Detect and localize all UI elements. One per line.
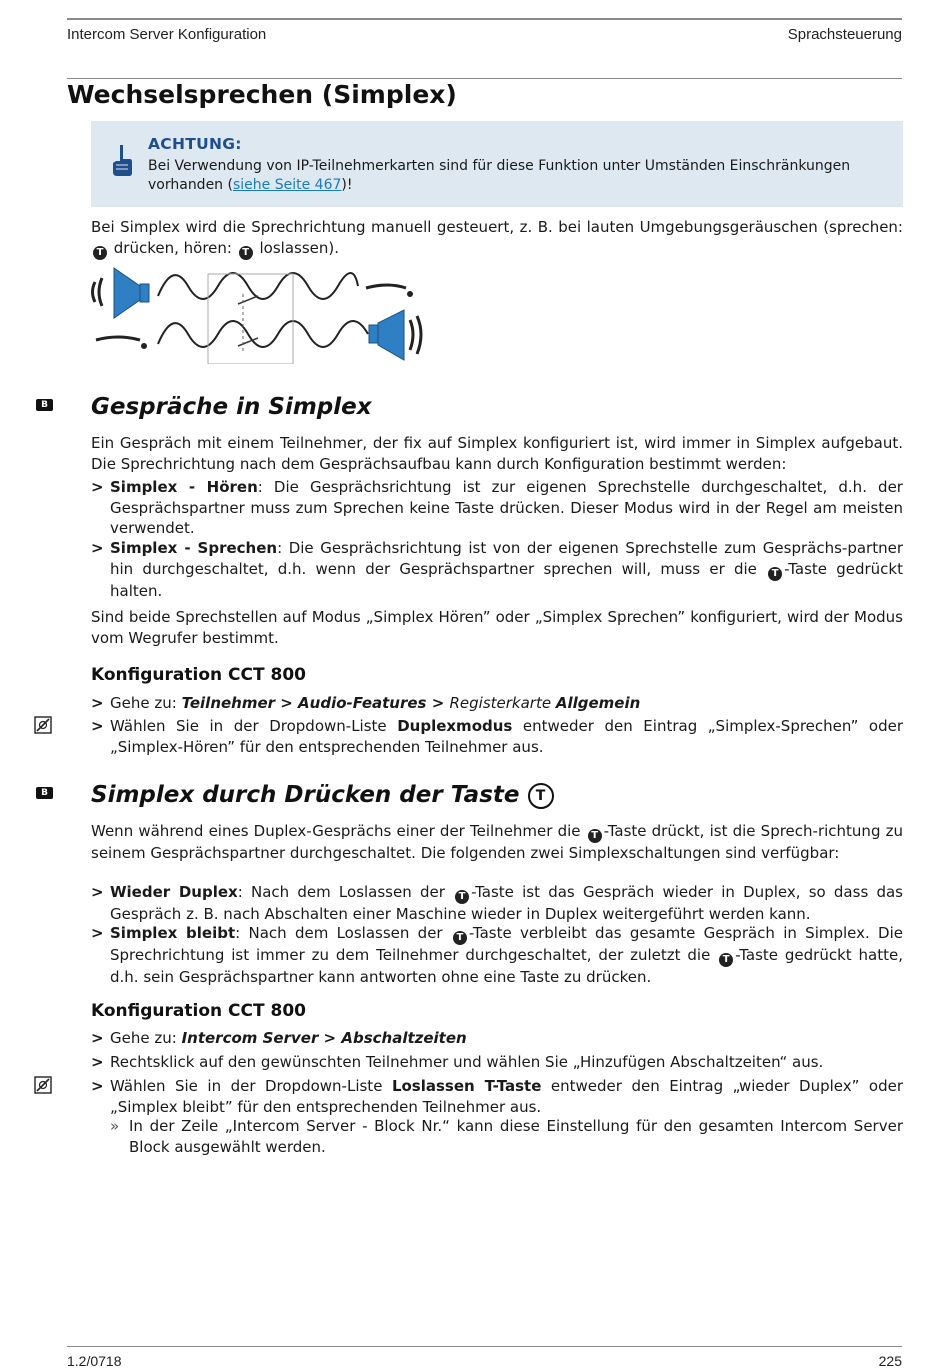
t-key-icon: T [93, 246, 107, 260]
edit-icon [34, 1076, 52, 1094]
loudspeaker-icon [369, 310, 421, 360]
sub-step-item: » In der Zeile „Intercom Server - Block Nr.“ kann diese Einstellung für den gesamten Intercom Server Block ausgewählt werden. [110, 1117, 903, 1156]
section-paragraph: Wenn während eines Duplex-Gesprächs einer der Teilnehmer die T -Taste drückt, ist die Sprech-richtung zu seinem Gesprächspartner durchgeschaltet. Die folgenden zwei Simplexschaltungen sind verfügbar: [91, 822, 903, 862]
page-title: Wechselsprechen (Simplex) [67, 80, 457, 109]
t-key-icon: T [768, 567, 782, 581]
t-key-icon: T [453, 931, 467, 945]
edit-icon [34, 716, 52, 734]
step-item: > Gehe zu: Intercom Server > Abschaltzeiten [91, 1029, 467, 1047]
step-item: > Rechtsklick auf den gewünschten Teilnehmer und wählen Sie „Hinzufügen Abschaltzeiten“ aus. [91, 1053, 824, 1071]
list-item: > Wieder Duplex: Nach dem Loslassen der T -Taste ist das Gespräch wieder in Duplex, so dass das Gespräch z. B. nach Abschalten einer Maschine wieder in Duplex weitergeführt werden kann. [91, 883, 903, 923]
version-label: 1.2/0718 [67, 1353, 122, 1369]
pointing-hand-icon [111, 143, 133, 177]
microphone-icon [366, 285, 413, 297]
page-link[interactable]: siehe Seite 467 [232, 177, 342, 193]
list-item: > Simplex - Sprechen: Die Gesprächsrichtung ist von der eigenen Sprechstelle zum Gesprächs-partner hin durchgeschaltet, d.h. wenn der Gesprächspartner sprechen will, muss er die T -Taste gedrückt halten. [91, 539, 903, 600]
page-footer [67, 1346, 902, 1369]
section-badge: B [36, 399, 53, 411]
t-key-icon: T [528, 783, 554, 809]
config-heading: Konfiguration CCT 800 [91, 1001, 306, 1021]
t-key-icon: T [719, 953, 733, 967]
loudspeaker-icon [93, 268, 150, 318]
t-key-icon: T [239, 246, 253, 260]
header-right: Sprachsteuerung [787, 26, 902, 43]
step-item: > Wählen Sie in der Dropdown-Liste Loslassen T-Taste entweder den Eintrag „wieder Duplex” oder „Simplex bleibt” für den entsprechenden Teilnehmer aus. [91, 1077, 903, 1116]
page-number: 225 [878, 1353, 902, 1369]
intro-paragraph: Bei Simplex wird die Sprechrichtung manuell gesteuert, z. B. bei lauten Umgebungsgeräuschen (sprechen: T drücken, hören: T loslassen). [91, 218, 903, 258]
section-paragraph: Ein Gespräch mit einem Teilnehmer, der fix auf Simplex konfiguriert ist, wird immer in Simplex aufgebaut. Die Sprechrichtung nach dem Gesprächsaufbau kann durch Konfiguration bestimmt werden: [91, 434, 903, 473]
page-header [67, 18, 902, 79]
t-key-icon: T [455, 890, 469, 904]
warning-box [91, 121, 903, 207]
section-heading: Simplex durch Drücken der Taste T [91, 782, 554, 809]
section-heading: Gespräche in Simplex [91, 394, 372, 420]
step-item: > Wählen Sie in der Dropdown-Liste Duplexmodus entweder den Eintrag „Simplex-Sprechen” oder „Simplex-Hören” für den entsprechenden Teilnehmer aus. [91, 717, 903, 756]
section-badge: B [36, 787, 53, 799]
step-item: > Gehe zu: Teilnehmer > Audio-Features > Registerkarte Allgemein [91, 694, 641, 712]
warning-heading: ACHTUNG: [148, 135, 242, 153]
warning-text: Bei Verwendung von IP-Teilnehmerkarten sind für diese Funktion unter Umständen Einschränkungen vorhanden (siehe Seite 467)! [148, 158, 851, 193]
config-heading: Konfiguration CCT 800 [91, 665, 306, 685]
microphone-icon [96, 337, 147, 349]
simplex-diagram [88, 264, 428, 364]
t-key-icon: T [588, 829, 602, 843]
list-item: > Simplex bleibt: Nach dem Loslassen der T -Taste verbleibt das gesamte Gespräch in Simplex. Die Sprechrichtung ist immer zu dem Teilnehmer durchgeschaltet, der zuletzt die T -Taste gedrückt hatte, d.h. sein Gesprächspartner kann antworten ohne eine Taste zu drücken. [91, 924, 903, 986]
list-item: > Simplex - Hören: Die Gesprächsrichtung ist zur eigenen Sprechstelle durchgeschaltet, d.h. der Gesprächspartner muss zum Sprechen keine Taste drücken. Dieser Modus wird in der Regel am meisten verwendet. [91, 478, 903, 537]
header-left: Intercom Server Konfiguration [67, 26, 267, 43]
section-paragraph: Sind beide Sprechstellen auf Modus „Simplex Hören” oder „Simplex Sprechen” konfiguriert, wird der Modus vom Wegrufer bestimmt. [91, 608, 903, 647]
